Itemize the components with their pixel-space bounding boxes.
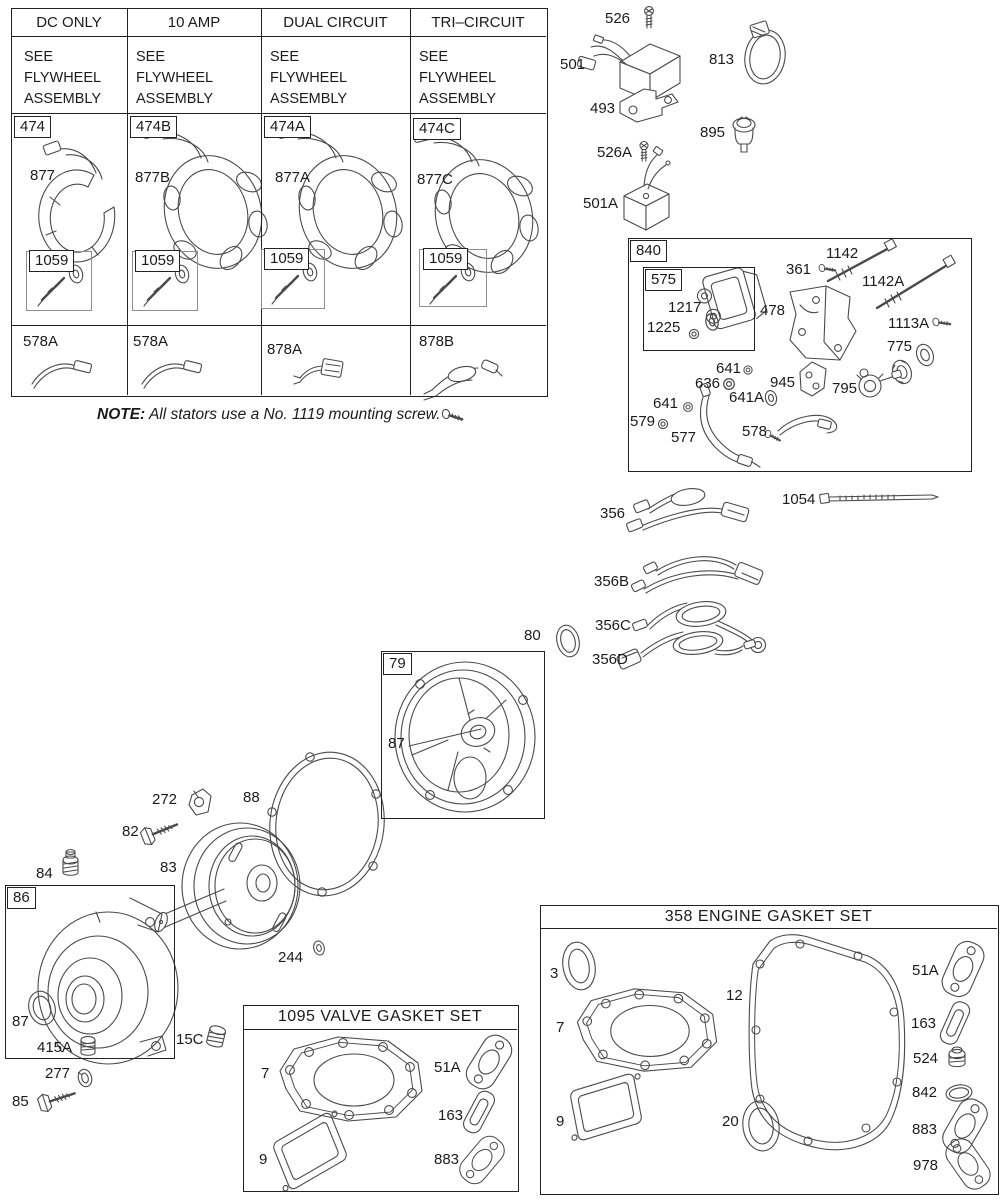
harness-356-art [626,486,749,532]
callout-526a: 526A [597,144,633,161]
table-header-tri-circuit: TRI–CIRCUIT [431,14,525,31]
callout-es-9: 9 [556,1113,565,1130]
callout-1113a: 1113A [888,315,930,332]
callout-578a-1: 578A [23,333,59,350]
callout-877b: 877B [135,169,171,186]
callout-578: 578 [742,423,768,440]
table-header-dc-only: DC ONLY [36,14,102,31]
callout-415a: 415A [37,1039,73,1056]
box-79-frame [381,651,545,819]
callout-356b: 356B [594,573,630,590]
callout-361: 361 [786,261,812,278]
plug-895-art [733,117,755,152]
callout-88: 88 [243,789,260,806]
keeper-272-art [189,789,211,815]
callout-840: 840 [630,240,667,262]
plug-15c-art [206,1024,227,1048]
see-flywheel-note-1: SEE FLYWHEEL ASSEMBLY [24,49,102,107]
callout-vs-883: 883 [434,1151,460,1168]
callout-577: 577 [671,429,697,446]
callout-636: 636 [695,375,721,392]
table-header-dual-circuit: DUAL CIRCUIT [283,14,388,31]
callout-478: 478 [760,302,786,319]
note-prefix: NOTE: [97,406,146,423]
callout-895: 895 [700,124,726,141]
callout-877c: 877C [417,171,453,188]
callout-641a: 641A [729,389,765,406]
plug-84-art [63,850,78,876]
callout-474a: 474A [264,116,311,138]
callout-1142: 1142 [826,245,859,262]
callout-es-12: 12 [726,987,743,1004]
callout-es-842: 842 [912,1084,938,1101]
note-text: All stators use a No. 1119 mounting screw. [145,406,441,423]
bolt-85-art [37,1085,78,1114]
callout-86: 86 [7,887,36,909]
callout-579: 579 [630,413,656,430]
callout-775: 775 [887,338,913,355]
callout-1059-1: 1059 [29,250,74,272]
table-row-divider-2 [11,113,546,114]
callout-1059-4: 1059 [423,248,468,270]
see-flywheel-note-2: SEE FLYWHEEL ASSEMBLY [136,49,214,107]
table-row-divider-3 [11,325,546,326]
callout-es-163: 163 [911,1015,937,1032]
bracket-493-art [620,89,678,122]
engine-set-title: 358 ENGINE GASKET SET [664,908,873,925]
callout-356: 356 [600,505,626,522]
callout-356c: 356C [595,617,631,634]
stator-note [97,406,440,424]
callout-641-1: 641 [716,360,742,377]
see-flywheel-note-4: SEE FLYWHEEL ASSEMBLY [419,49,497,107]
callout-es-20: 20 [722,1113,739,1130]
callout-641-2: 641 [653,395,679,412]
callout-82: 82 [122,823,139,840]
callout-474b: 474B [130,116,177,138]
callout-87-bearing: 87 [388,735,405,752]
note-screw-icon [442,407,463,424]
see-flywheel-note-3: SEE FLYWHEEL ASSEMBLY [270,49,348,107]
callout-15c: 15C [176,1031,204,1048]
callout-es-883: 883 [912,1121,938,1138]
screw-526a-art [640,142,648,162]
callout-501: 501 [560,56,586,73]
callout-vs-163: 163 [438,1107,464,1124]
harness-356b-art [631,557,764,593]
callout-877: 877 [30,167,56,184]
callout-877a: 877A [275,169,311,186]
callout-277: 277 [45,1065,71,1082]
callout-526: 526 [605,10,631,27]
table-row-divider-1 [11,36,546,37]
clamp-813-art [741,21,789,87]
callout-79: 79 [383,653,412,675]
screw-526-art [645,7,654,28]
gasket-88-art [262,746,393,903]
callout-1142a: 1142A [862,273,905,290]
callout-356d: 356D [592,651,628,668]
callout-vs-9: 9 [259,1151,268,1168]
callout-501a: 501A [583,195,619,212]
callout-85: 85 [12,1093,29,1110]
tie-1054-art [819,493,938,503]
callout-es-978: 978 [913,1157,939,1174]
callout-83: 83 [160,859,177,876]
callout-84: 84 [36,865,53,882]
callout-813: 813 [709,51,735,68]
callout-87-seal: 87 [12,1013,29,1030]
callout-878b: 878B [419,333,455,350]
bolt-82-art [139,816,180,847]
callout-1225: 1225 [647,319,681,336]
callout-es-7: 7 [556,1019,565,1036]
washer-244-art [312,940,326,956]
callout-es-3: 3 [550,965,559,982]
callout-575: 575 [645,269,682,291]
callout-1054: 1054 [782,491,816,508]
callout-878a: 878A [267,341,303,358]
table-header-10-amp: 10 AMP [167,14,221,31]
callout-1059-3: 1059 [264,248,309,270]
callout-1059-2: 1059 [135,250,180,272]
callout-vs-51a: 51A [434,1059,461,1076]
callout-945: 945 [770,374,796,391]
callout-es-524: 524 [913,1050,939,1067]
valve-set-frame [243,1005,519,1192]
table-col-divider-2 [261,8,262,395]
callout-795: 795 [832,380,858,397]
callout-493: 493 [590,100,616,117]
seal-80-art [553,623,582,659]
callout-1217: 1217 [668,299,702,316]
callout-80: 80 [524,627,541,644]
callout-578a-2: 578A [133,333,169,350]
ring-277-art [76,1068,94,1089]
table-col-divider-1 [127,8,128,395]
callout-244: 244 [278,949,304,966]
valve-set-title: 1095 VALVE GASKET SET [277,1008,483,1025]
box-86-frame [5,885,175,1059]
callout-vs-7: 7 [261,1065,270,1082]
callout-474: 474 [14,116,51,138]
callout-es-51a: 51A [912,962,939,979]
callout-272: 272 [152,791,178,808]
callout-474c: 474C [413,118,461,140]
table-col-divider-3 [410,8,411,395]
